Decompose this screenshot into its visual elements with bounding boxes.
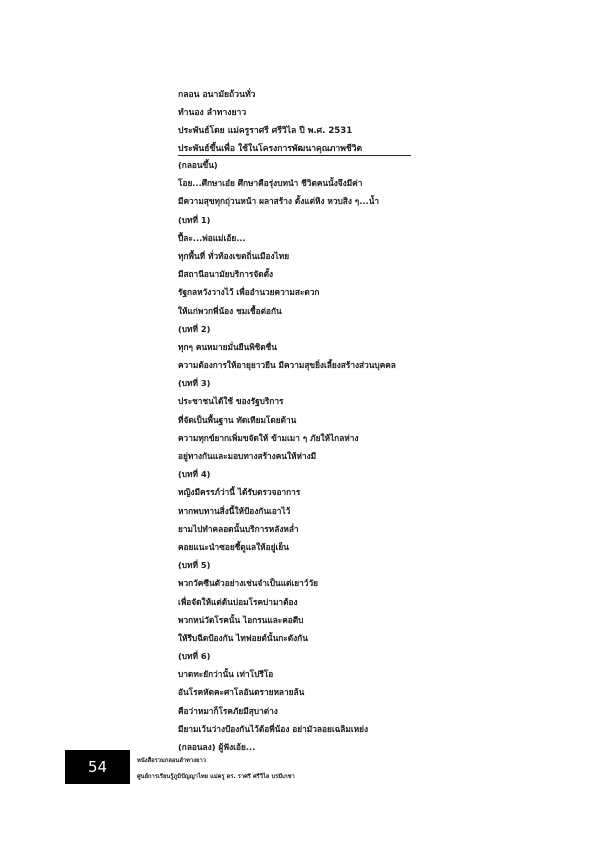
- poem-line: พวกหน่วัดโรคนั้น ไอกรนและคอตีบ: [178, 614, 304, 625]
- poem-line: อันโรคหัดคะศาโลอันตรายหลายล้น: [178, 687, 305, 698]
- poem-line: ปี้ละ...พ่อแม่เอ้ย...: [178, 232, 246, 243]
- poem-line: มีสถานีอนามัยบริการจัดตั้ง: [178, 269, 274, 280]
- poem-line: ให้แก่พวกพี่น้อง ชมเชื้อต่อกัน: [178, 305, 282, 316]
- poem-line: ประชาชนได้ใช้ ของรัฐบริการ: [178, 396, 284, 407]
- poem-line: (บทที่ 4): [178, 469, 211, 480]
- poem-line: บาดทะยักว่านั้น เท่าโปรีโอ: [178, 669, 274, 680]
- poem-line: ที่จัดเป็นพื้นฐาน ทัดเทียมโดยด้าน: [178, 414, 297, 425]
- poem-line: หากพบทานสิ่งนี้ให้ป้องกันเอาไว้: [178, 505, 291, 516]
- poem-purpose: ประพันธ์ขึ้นเพื่อ ใช้ในโครงการพัฒนาคุณภาพชีวิต: [178, 144, 363, 154]
- poem-line: เพื่อจัดให้แต่ต้นบ่อมโรคบ่ามาต้อง: [178, 596, 298, 607]
- poem-line: คอยแนะนำซอยชี้ดูแลให้อยู่เย็น: [178, 541, 289, 552]
- poem-line: (กลอนขึ้น): [178, 160, 218, 170]
- publisher-line: ศูนย์การเรียนรู้ภูมิปัญญาไทย แม่ครู ดร. ราศรี ศรีวิไล บรมีเกชา: [137, 774, 295, 780]
- poem-line: ความต้องการให้อายุยาวยืน มีความสุขยิ่งเลี้ยงสร้างส่วนบุคคล: [178, 360, 396, 371]
- poem-title: กลอน อนามัยถ้วนทั่ว: [178, 90, 256, 100]
- poem-line: พวกวัคซีนตัวอย่างเช่นจำเป็นแต่เยาว์วัย: [178, 578, 318, 589]
- poem-melody: ทำนอง ลำทางยาว: [178, 108, 247, 118]
- poem-header: [178, 86, 478, 158]
- poem-line: (บทที่ 5): [178, 560, 211, 571]
- poem-line: มียามเว้นว่างป้องกันไว้ต้อพี่น้อง อย่ามัวลอยเฉลิมเหย่ง: [178, 723, 369, 734]
- poem-line: คือว่าหมาก็โรคภัยมีสุบาต่าง: [178, 705, 278, 716]
- poem-line: ให้รีบฉีดป้องกัน ไทฟอยด์นั้นกะดังกัน: [178, 632, 308, 643]
- poem-line: ยามไปทำคลอดนั้นบริการหลังหล่ำ: [178, 523, 299, 534]
- poem-line: (บทที่ 1): [178, 214, 211, 225]
- poem-line: (กลอนลง) ผู้ฟังเอ้ย...: [178, 742, 256, 752]
- poem-line: อยู่ทางกันและมอบทางสร้างคนให้ห่างมี: [178, 451, 317, 461]
- page-footer: [137, 753, 437, 785]
- poem-line: ความทุกข์ยากเพิ่มขจัดให้ ข้ามเมา ๆ ภัยให้ไกลห่าง: [178, 432, 359, 443]
- poem-line: (บทที่ 6): [178, 651, 211, 662]
- poem-line: หญิงมีครรภ์ว่านี้ ได้รับตรวจอาการ: [178, 487, 301, 498]
- poem-line: ทุกๆ คนหมายมั่นยืนพิชิตชื่น: [178, 341, 277, 352]
- poem-body: [178, 156, 498, 756]
- poem-line: (บทที่ 3): [178, 378, 211, 389]
- poem-author: ประพันธ์โดย แม่ครูราศรี ศรีวิไล ปี พ.ศ. 2531: [178, 126, 353, 136]
- poem-line: มีความสุขทุกถุ่วนหน้า ผลาสร้าง ตั้งแต่หิง หวบสิง ๆ...น้ำ: [178, 196, 380, 207]
- poem-line: (บทที่ 2): [178, 323, 211, 334]
- page-number: 54: [65, 750, 130, 784]
- poem-line: โอย...ศึกษาเอ๋ย ศึกษาคือรุ่งบทนำ ชีวิตคนนั้งจึงมีค่า: [178, 178, 363, 189]
- poem-line: รัฐกลหวังวางไว้ เพื่ออำนวยความสะดวก: [178, 287, 320, 298]
- poem-line: ทุกพื้นที่ ทั่วท้องเขตถิ่นเมืองไทย: [178, 250, 290, 261]
- book-title: หนังสือรวมกลอนลำทางยาว: [137, 758, 206, 764]
